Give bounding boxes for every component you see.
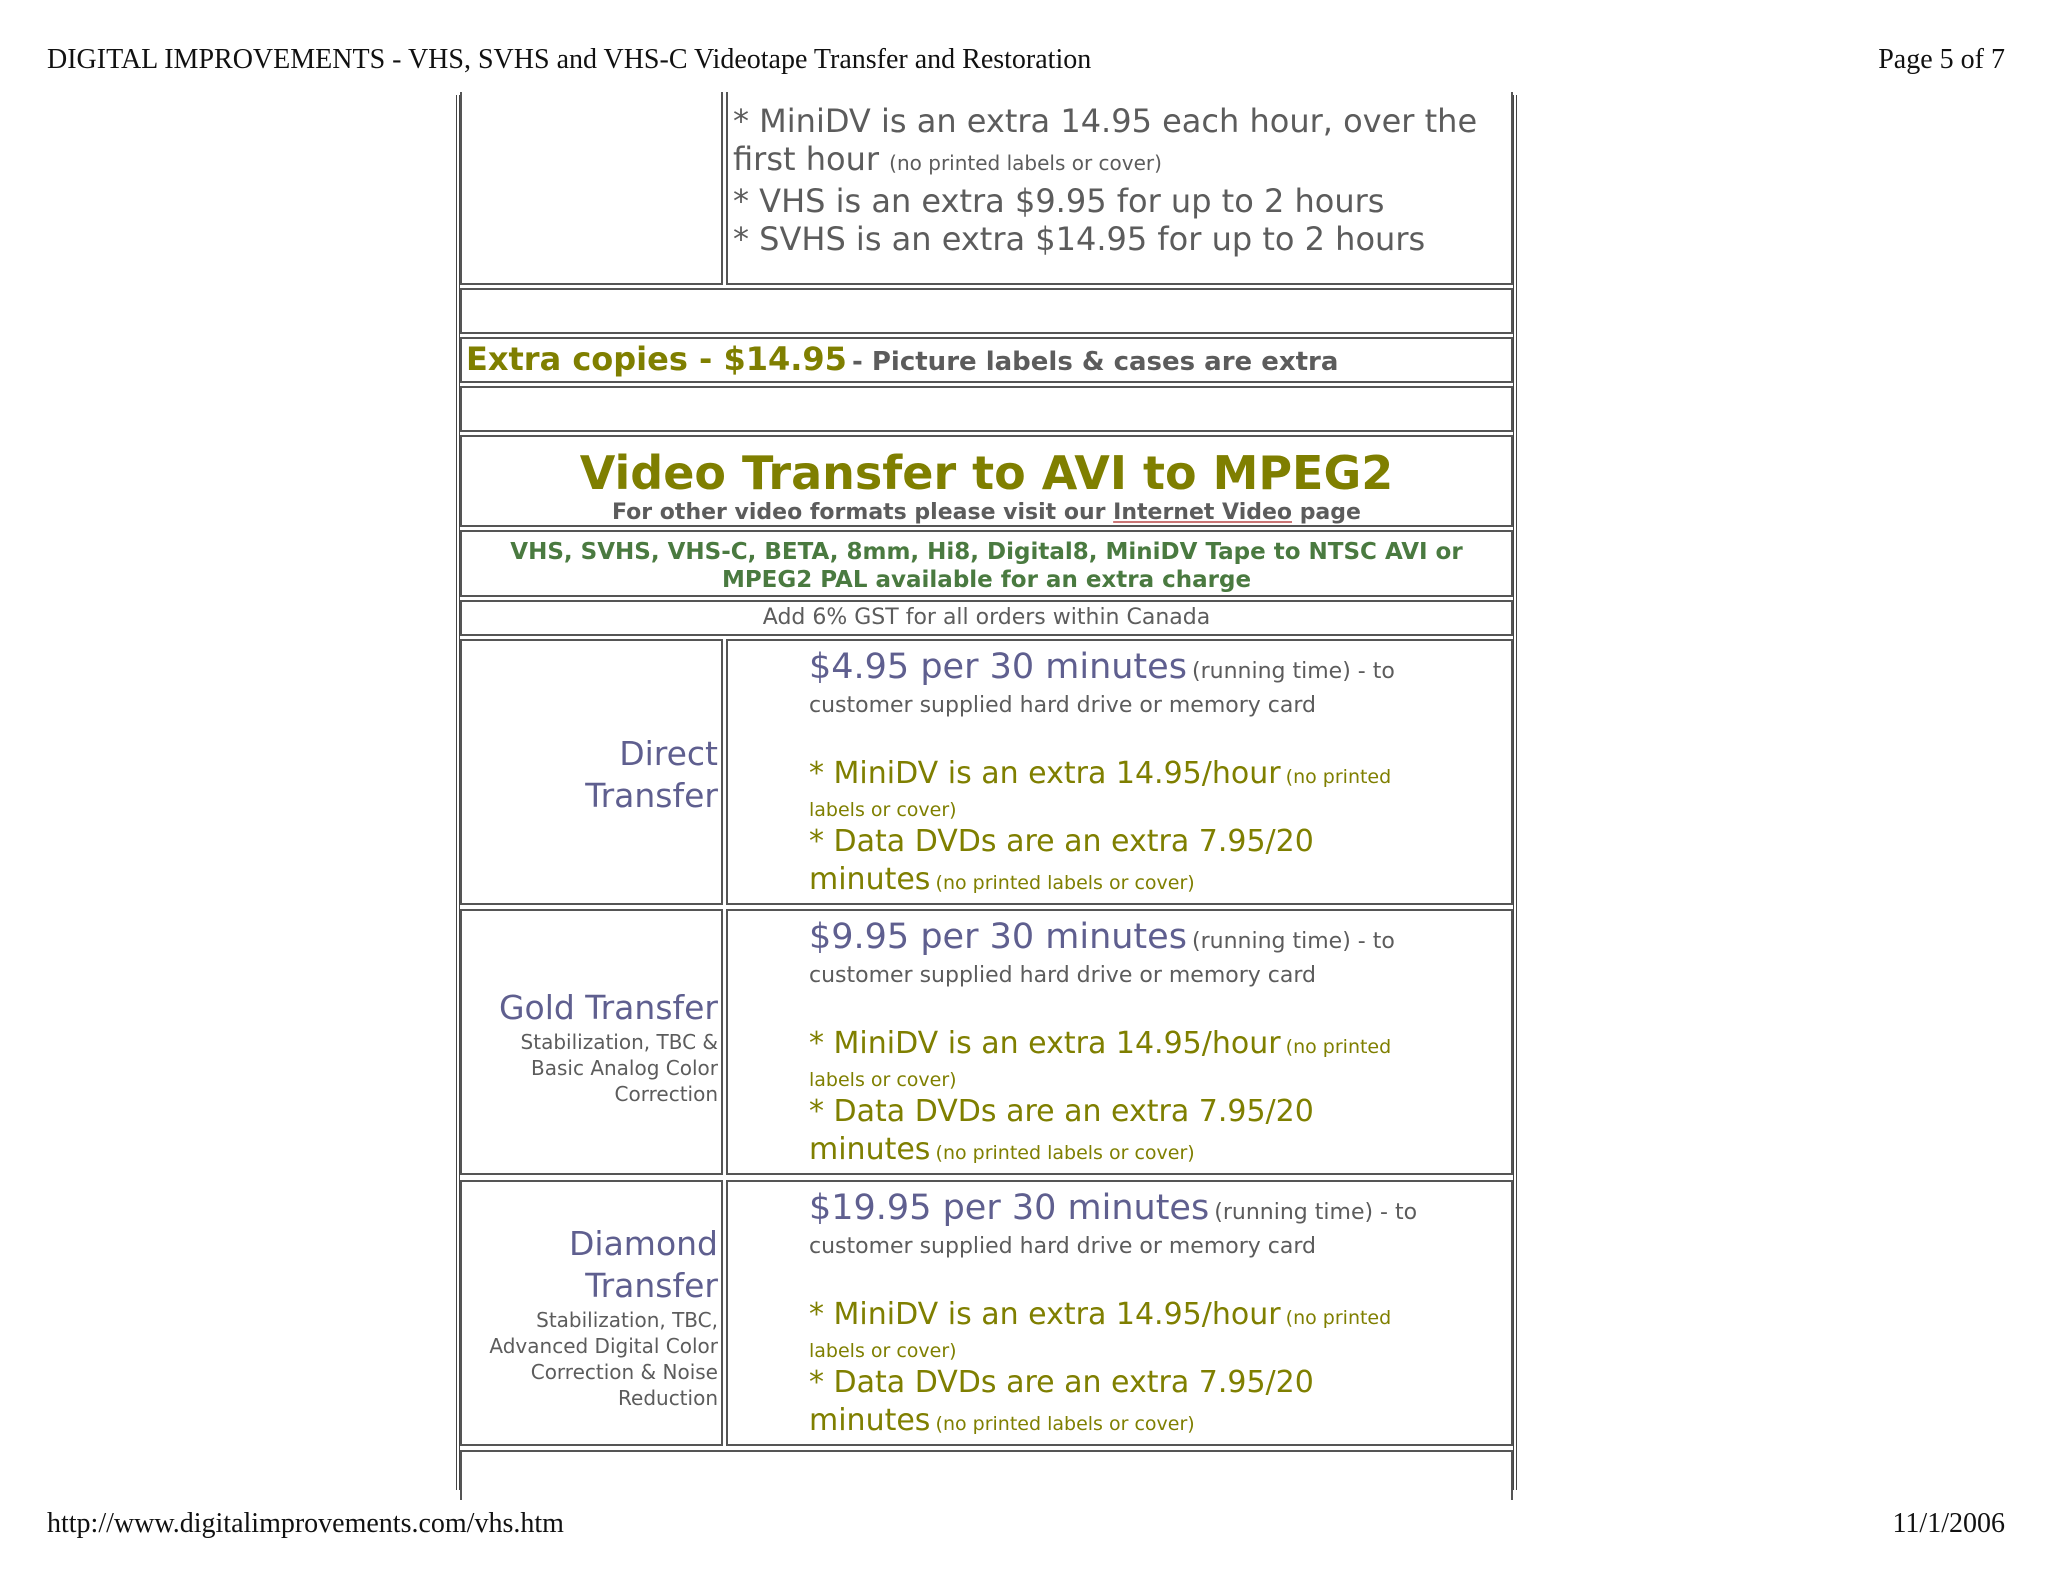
tier-gold-desc-3: Correction — [614, 1082, 718, 1106]
tier-direct-minidv: * MiniDV is an extra 14.95/hour — [809, 756, 1281, 791]
note-svhs: * SVHS is an extra $14.95 for up to 2 hours — [733, 220, 1426, 258]
tier-gold-minidv-small1: (no printed — [1285, 1036, 1392, 1058]
page-number: Page 5 of 7 — [1878, 44, 2005, 75]
tier-gold-name-cell — [460, 909, 723, 1175]
tier-diamond-dvd-1: * Data DVDs are an extra 7.95/20 — [809, 1365, 1314, 1400]
formats-row — [460, 530, 1513, 597]
tier-diamond-name-cell — [460, 1180, 723, 1446]
tier-direct-dvd-2: minutes — [809, 862, 931, 897]
formats-line2: MPEG2 PAL available for an extra charge — [721, 567, 1252, 593]
note-minidv-small: (no printed labels or cover) — [889, 151, 1162, 175]
tier-diamond-desc-2: Advanced Digital Color — [489, 1334, 718, 1358]
bottom-partial-row — [460, 1450, 1513, 1500]
tier-direct-name-2: Transfer — [585, 776, 718, 815]
tier-diamond-desc-4: Reduction — [618, 1386, 718, 1410]
page-header-title: DIGITAL IMPROVEMENTS - VHS, SVHS and VHS-C Videotape Transfer and Restoration — [47, 44, 1092, 75]
section-title-row — [460, 435, 1513, 527]
extra-copies-title: Extra copies - $14.95 — [466, 340, 847, 378]
formats-line1: VHS, SVHS, VHS-C, BETA, 8mm, Hi8, Digital8, MiniDV Tape to NTSC AVI or — [510, 539, 1463, 565]
tier-direct-running: (running time) - to — [1192, 659, 1395, 684]
gst-row — [460, 600, 1513, 636]
top-left-cell — [460, 92, 723, 285]
table-right-border — [1513, 95, 1517, 1490]
gst-note: Add 6% GST for all orders within Canada — [762, 605, 1211, 630]
tier-gold-dvd-small: (no printed labels or cover) — [935, 1142, 1195, 1164]
tier-direct-minidv-small2: labels or cover) — [809, 799, 957, 821]
tier-gold-price: $9.95 per 30 minutes — [809, 917, 1187, 957]
tier-direct-name-cell — [460, 639, 723, 905]
tier-gold-running: (running time) - to — [1192, 929, 1395, 954]
tier-gold-detail-cell — [726, 909, 1513, 1175]
top-notes-cell — [726, 92, 1513, 285]
section-sub-suffix: page — [1299, 500, 1361, 525]
section-title: Video Transfer to AVI to MPEG2 — [579, 446, 1394, 500]
tier-gold-desc-2: Basic Analog Color — [531, 1056, 718, 1080]
tier-diamond-price: $19.95 per 30 minutes — [809, 1188, 1210, 1228]
tier-diamond-minidv-small1: (no printed — [1285, 1307, 1392, 1329]
tier-diamond-desc-1: Stabilization, TBC, — [536, 1308, 718, 1332]
tier-diamond-desc-3: Correction & Noise — [530, 1360, 718, 1384]
note-vhs: * VHS is an extra $9.95 for up to 2 hours — [733, 182, 1385, 220]
tier-diamond-dvd-small: (no printed labels or cover) — [935, 1413, 1195, 1435]
tier-gold-desc-1: Stabilization, TBC & — [520, 1030, 718, 1054]
tier-diamond-price-line2: customer supplied hard drive or memory card — [809, 1234, 1316, 1259]
extra-copies-suffix: - Picture labels & cases are extra — [852, 347, 1339, 377]
print-date: 11/1/2006 — [1892, 1508, 2005, 1539]
tier-diamond-name-2: Transfer — [585, 1266, 718, 1305]
tier-diamond-name-1: Diamond — [569, 1224, 718, 1263]
internet-video-link[interactable]: Internet Video — [1113, 500, 1293, 525]
tier-diamond-dvd-2: minutes — [809, 1403, 931, 1438]
tier-direct-dvd-small: (no printed labels or cover) — [935, 872, 1195, 894]
tier-direct-price-line2: customer supplied hard drive or memory card — [809, 693, 1316, 718]
tier-direct-dvd-1: * Data DVDs are an extra 7.95/20 — [809, 824, 1314, 859]
tier-direct-name-1: Direct — [619, 734, 718, 773]
section-sub-prefix: For other video formats please visit our — [612, 500, 1106, 525]
tier-diamond-minidv: * MiniDV is an extra 14.95/hour — [809, 1297, 1281, 1332]
tier-gold-name-1: Gold Transfer — [498, 988, 718, 1027]
tier-direct-detail-cell — [726, 639, 1513, 905]
tier-gold-price-line2: customer supplied hard drive or memory card — [809, 963, 1316, 988]
tier-diamond-minidv-small2: labels or cover) — [809, 1340, 957, 1362]
note-minidv-line2: first hour — [733, 140, 879, 178]
tier-diamond-running: (running time) - to — [1214, 1200, 1418, 1225]
tier-gold-dvd-1: * Data DVDs are an extra 7.95/20 — [809, 1094, 1314, 1129]
spacer-row-1 — [460, 288, 1513, 334]
tier-gold-dvd-2: minutes — [809, 1132, 931, 1167]
spacer-row-2 — [460, 386, 1513, 432]
tier-diamond-detail-cell — [726, 1180, 1513, 1446]
tier-direct-price: $4.95 per 30 minutes — [809, 647, 1187, 687]
page-url: http://www.digitalimprovements.com/vhs.htm — [47, 1508, 564, 1539]
tier-gold-minidv-small2: labels or cover) — [809, 1069, 957, 1091]
extra-copies-row — [460, 337, 1513, 383]
note-minidv-line1: * MiniDV is an extra 14.95 each hour, over the — [733, 102, 1478, 140]
tier-gold-minidv: * MiniDV is an extra 14.95/hour — [809, 1026, 1281, 1061]
tier-direct-minidv-small1: (no printed — [1285, 766, 1392, 788]
